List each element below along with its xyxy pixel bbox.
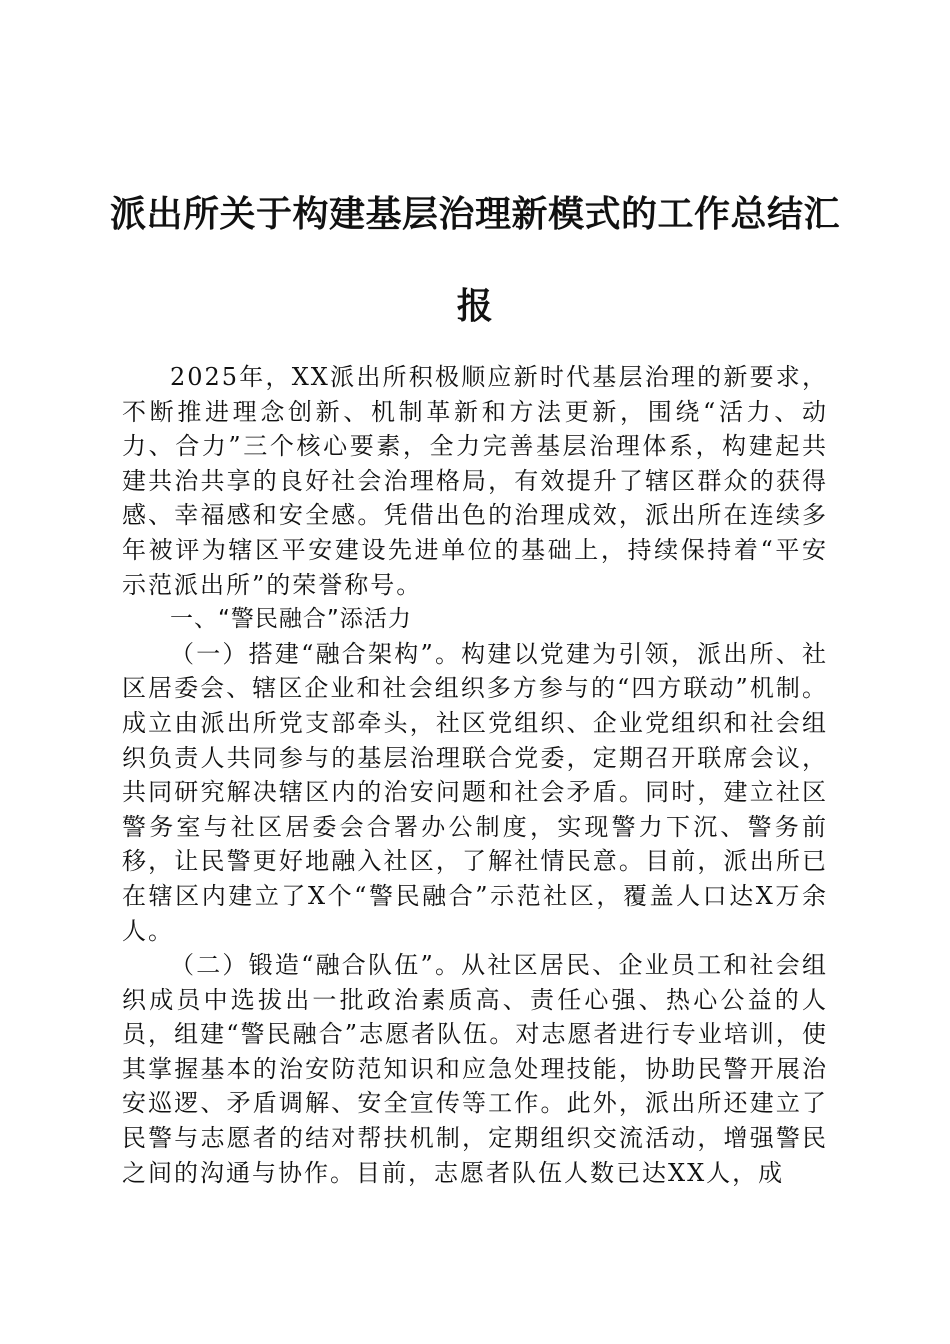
section-1-paragraph-1: （一）搭建“融合架构”。构建以党建为引领，派出所、社区居委会、辖区企业和社会组织多方参与的“四方联动”机制。成立由派出所党支部牵头，社区党组织、企业党组织和社会组织负责人共同参与的基层治理联合党委，定期召开联席会议，共同研究解决辖区内的治安问题和社会矛盾。同时，建立社区警务室与社区居委会合署办公制度，实现警力下沉、警务前移，让民警更好地融入社区，了解社情民意。目前，派出所已在辖区内建立了X个“警民融合”示范社区，覆盖人口达X万余人。 xyxy=(122,639,828,945)
document-body xyxy=(122,360,828,1190)
intro-paragraph: 2025年，XX派出所积极顺应新时代基层治理的新要求，不断推进理念创新、机制革新和方法更新，围绕“活力、动力、合力”三个核心要素，全力完善基层治理体系，构建起共建共治共享的良好社会治理格局，有效提升了辖区群众的获得感、幸福感和安全感。凭借出色的治理成效，派出所在连续多年被评为辖区平安建设先进单位的基础上，持续保持着“平安示范派出所”的荣誉称号。 xyxy=(122,363,828,599)
section-1-paragraph-2: （二）锻造“融合队伍”。从社区居民、企业员工和社会组织成员中选拔出一批政治素质高、责任心强、热心公益的人员，组建“警民融合”志愿者队伍。对志愿者进行专业培训，使其掌握基本的治安防范知识和应急处理技能，协助民警开展治安巡逻、矛盾调解、安全宣传等工作。此外，派出所还建立了民警与志愿者的结对帮扶机制，定期组织交流活动，增强警民之间的沟通与协作。目前，志愿者队伍人数已达XX人，成 xyxy=(122,951,828,1187)
document-title: 派出所关于构建基层治理新模式的工作总结汇报 xyxy=(109,193,840,327)
section-heading-1: 一、“警民融合”添活力 xyxy=(170,606,412,633)
